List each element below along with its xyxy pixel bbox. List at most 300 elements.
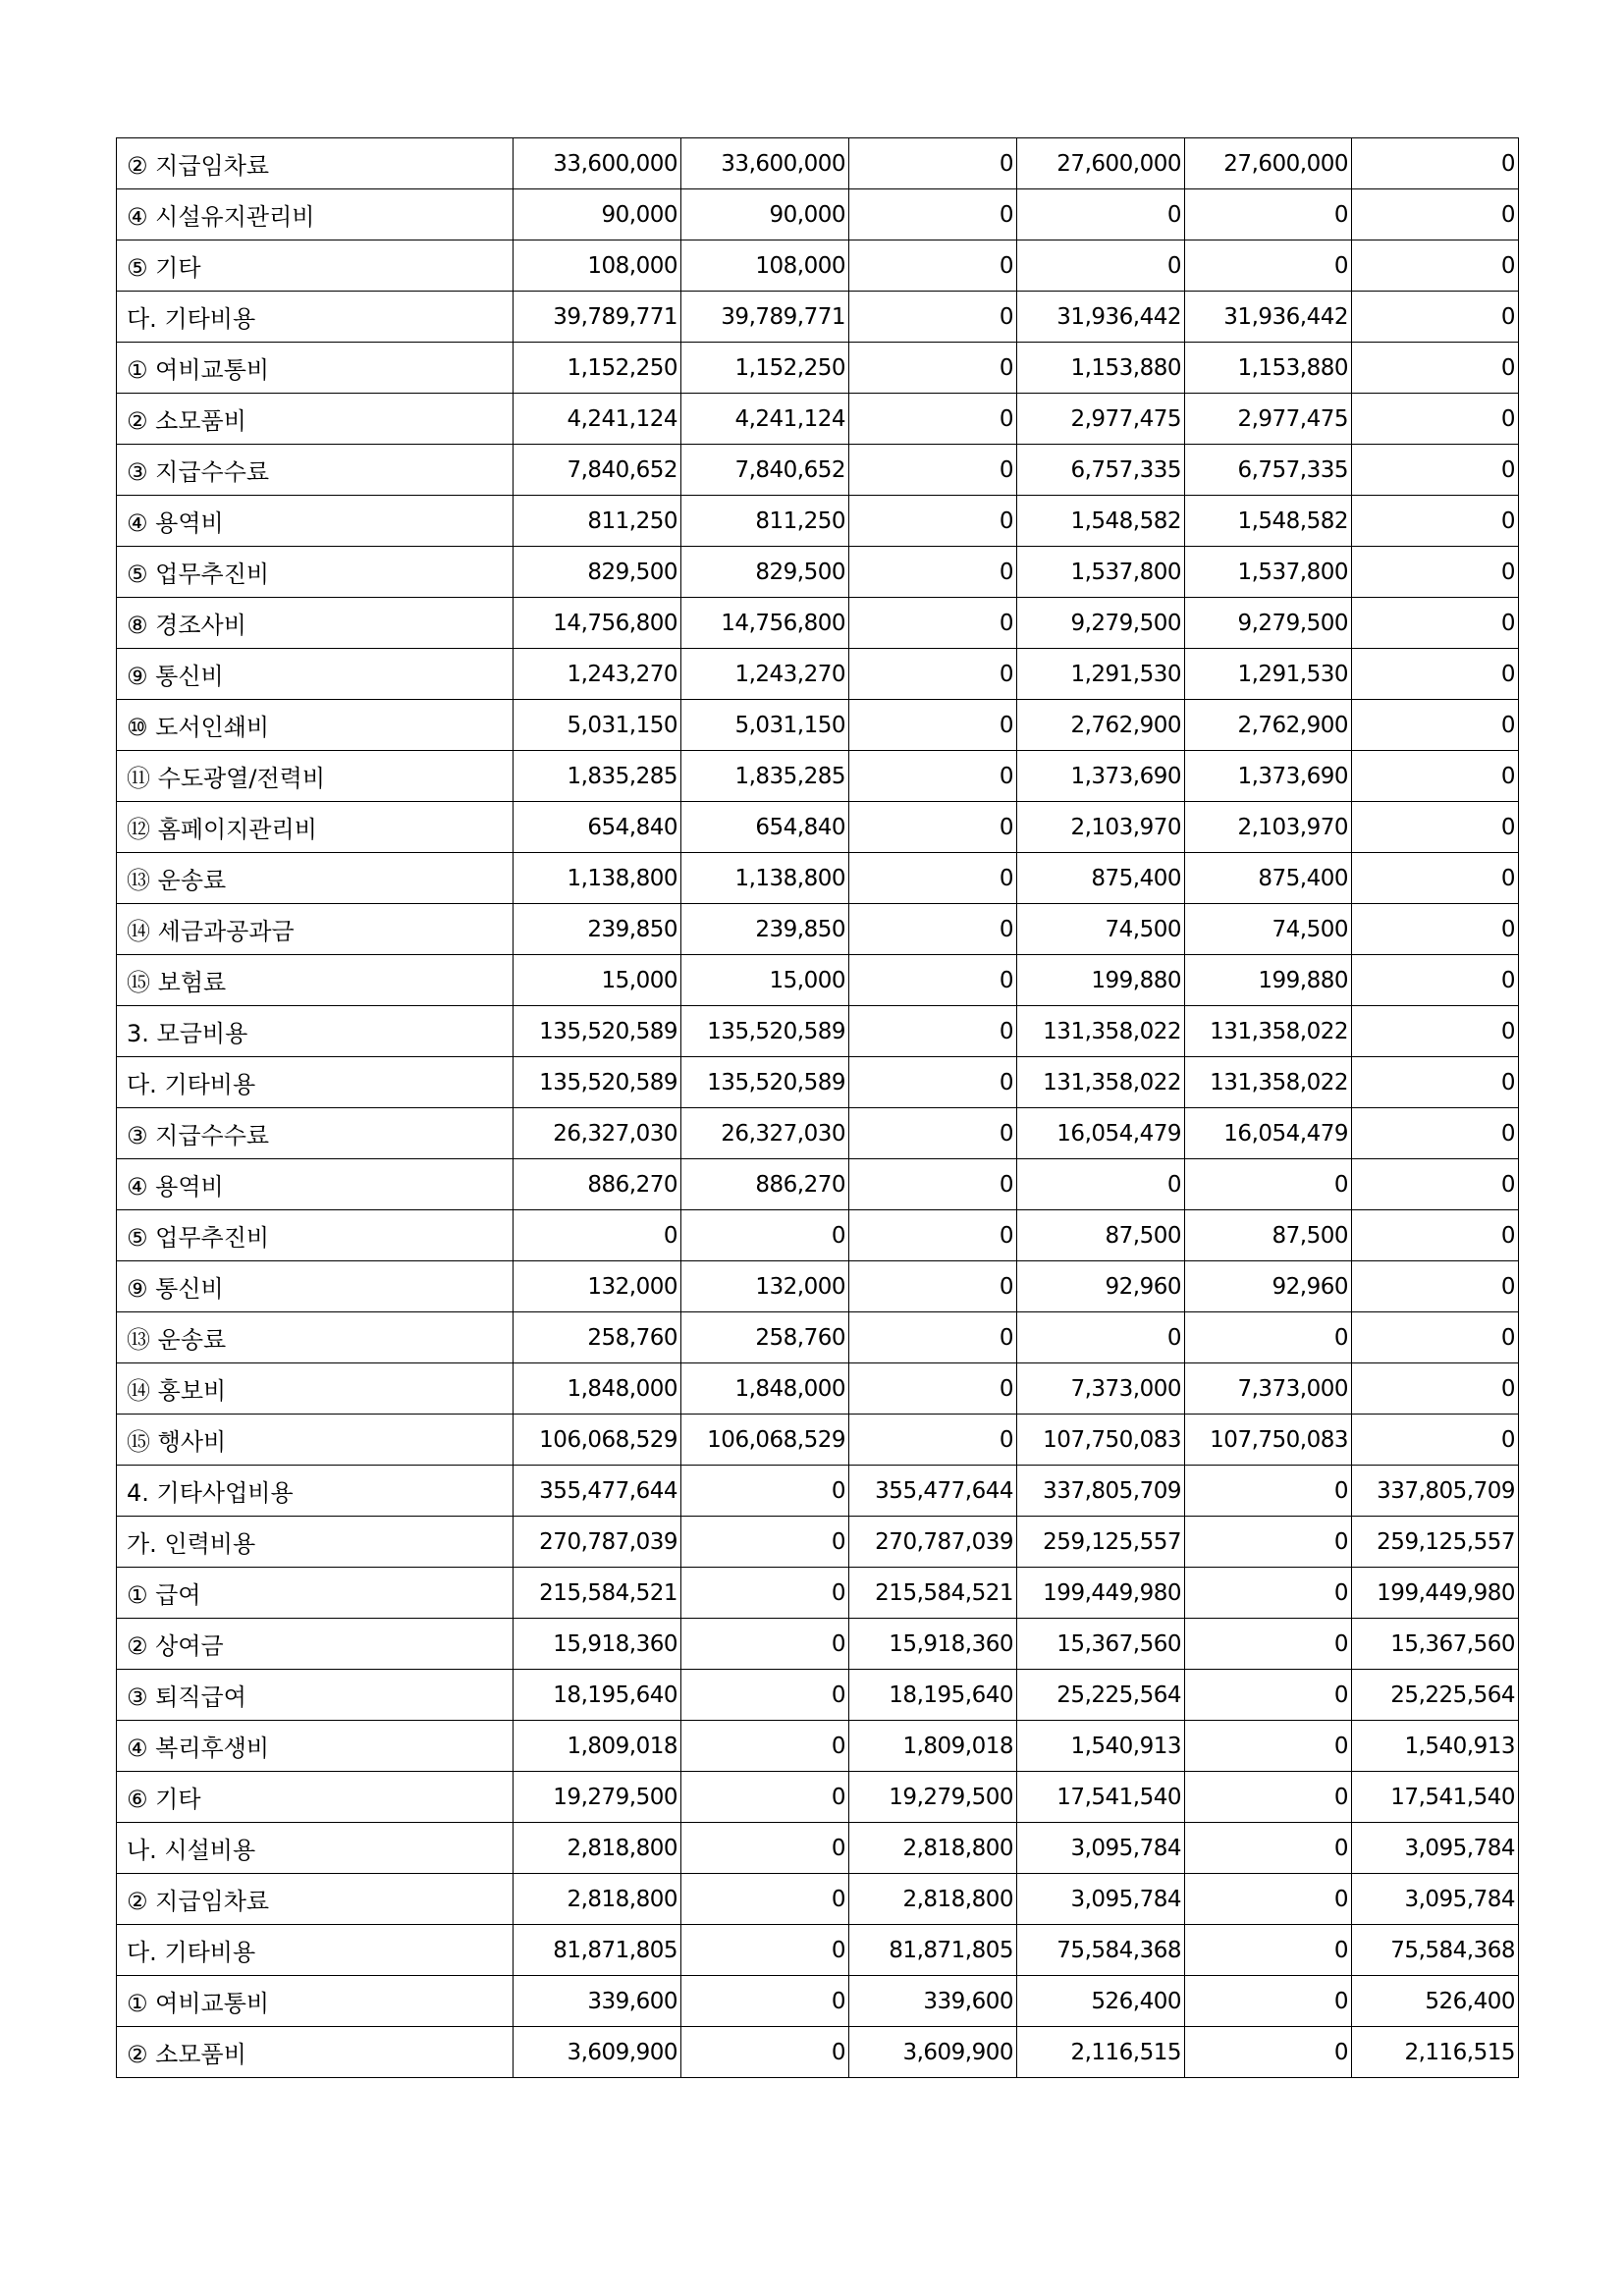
table-row <box>117 1874 1519 1925</box>
amount-cell: 25,225,564 <box>1352 1670 1519 1721</box>
amount-cell: 0 <box>1017 1159 1185 1210</box>
amount-cell: 337,805,709 <box>1352 1466 1519 1517</box>
amount-cell: 92,960 <box>1185 1261 1352 1312</box>
row-label-cell: ④ 복리후생비 <box>117 1721 514 1772</box>
amount-cell: 199,449,980 <box>1017 1568 1185 1619</box>
amount-cell: 1,138,800 <box>681 853 849 904</box>
table-row <box>117 1772 1519 1823</box>
amount-cell: 1,537,800 <box>1185 547 1352 598</box>
table-row <box>117 1057 1519 1108</box>
amount-cell: 1,373,690 <box>1185 751 1352 802</box>
amount-cell: 18,195,640 <box>849 1670 1017 1721</box>
amount-cell: 1,291,530 <box>1017 649 1185 700</box>
amount-cell: 0 <box>1352 751 1519 802</box>
amount-cell: 3,095,784 <box>1352 1823 1519 1874</box>
amount-cell: 1,152,250 <box>681 343 849 394</box>
table-row <box>117 1517 1519 1568</box>
amount-cell: 0 <box>849 802 1017 853</box>
amount-cell: 135,520,589 <box>514 1006 681 1057</box>
amount-cell: 2,103,970 <box>1185 802 1352 853</box>
amount-cell: 339,600 <box>849 1976 1017 2027</box>
amount-cell: 135,520,589 <box>681 1006 849 1057</box>
table-row <box>117 1159 1519 1210</box>
amount-cell: 1,848,000 <box>681 1363 849 1415</box>
row-label-cell: ④ 용역비 <box>117 1159 514 1210</box>
amount-cell: 199,449,980 <box>1352 1568 1519 1619</box>
amount-cell: 15,000 <box>514 955 681 1006</box>
amount-cell: 526,400 <box>1017 1976 1185 2027</box>
amount-cell: 259,125,557 <box>1352 1517 1519 1568</box>
amount-cell: 74,500 <box>1017 904 1185 955</box>
amount-cell: 0 <box>849 138 1017 189</box>
amount-cell: 0 <box>1352 1415 1519 1466</box>
amount-cell: 1,835,285 <box>681 751 849 802</box>
amount-cell: 1,291,530 <box>1185 649 1352 700</box>
row-label-cell: ② 소모품비 <box>117 394 514 445</box>
amount-cell: 7,840,652 <box>514 445 681 496</box>
amount-cell: 0 <box>849 1363 1017 1415</box>
amount-cell: 829,500 <box>514 547 681 598</box>
amount-cell: 355,477,644 <box>849 1466 1017 1517</box>
table-row <box>117 138 1519 189</box>
amount-cell: 0 <box>681 1210 849 1261</box>
amount-cell: 74,500 <box>1185 904 1352 955</box>
amount-cell: 1,537,800 <box>1017 547 1185 598</box>
amount-cell: 1,835,285 <box>514 751 681 802</box>
row-label-cell: 4. 기타사업비용 <box>117 1466 514 1517</box>
amount-cell: 81,871,805 <box>849 1925 1017 1976</box>
amount-cell: 1,809,018 <box>849 1721 1017 1772</box>
amount-cell: 0 <box>1352 394 1519 445</box>
amount-cell: 0 <box>1352 1006 1519 1057</box>
amount-cell: 87,500 <box>1017 1210 1185 1261</box>
amount-cell: 0 <box>849 700 1017 751</box>
amount-cell: 0 <box>849 343 1017 394</box>
amount-cell: 1,373,690 <box>1017 751 1185 802</box>
amount-cell: 0 <box>849 547 1017 598</box>
amount-cell: 132,000 <box>514 1261 681 1312</box>
amount-cell: 6,757,335 <box>1017 445 1185 496</box>
amount-cell: 0 <box>681 1466 849 1517</box>
amount-cell: 0 <box>1352 649 1519 700</box>
amount-cell: 25,225,564 <box>1017 1670 1185 1721</box>
amount-cell: 0 <box>1352 343 1519 394</box>
amount-cell: 6,757,335 <box>1185 445 1352 496</box>
table-row <box>117 496 1519 547</box>
amount-cell: 16,054,479 <box>1017 1108 1185 1159</box>
amount-cell: 0 <box>1352 189 1519 240</box>
table-row <box>117 802 1519 853</box>
table-row <box>117 343 1519 394</box>
amount-cell: 87,500 <box>1185 1210 1352 1261</box>
amount-cell: 14,756,800 <box>514 598 681 649</box>
amount-cell: 355,477,644 <box>514 1466 681 1517</box>
amount-cell: 654,840 <box>514 802 681 853</box>
amount-cell: 270,787,039 <box>849 1517 1017 1568</box>
amount-cell: 19,279,500 <box>849 1772 1017 1823</box>
row-label-cell: ③ 퇴직급여 <box>117 1670 514 1721</box>
amount-cell: 215,584,521 <box>849 1568 1017 1619</box>
amount-cell: 0 <box>1352 802 1519 853</box>
table-row <box>117 1568 1519 1619</box>
amount-cell: 0 <box>849 189 1017 240</box>
amount-cell: 26,327,030 <box>514 1108 681 1159</box>
row-label-cell: ③ 지급수수료 <box>117 445 514 496</box>
amount-cell: 0 <box>1017 1312 1185 1363</box>
row-label-cell: ⑨ 통신비 <box>117 649 514 700</box>
table-row <box>117 547 1519 598</box>
amount-cell: 0 <box>1352 1159 1519 1210</box>
row-label-cell: ⑮ 행사비 <box>117 1415 514 1466</box>
amount-cell: 0 <box>1352 496 1519 547</box>
amount-cell: 132,000 <box>681 1261 849 1312</box>
amount-cell: 92,960 <box>1017 1261 1185 1312</box>
amount-cell: 7,373,000 <box>1017 1363 1185 1415</box>
amount-cell: 0 <box>681 2027 849 2078</box>
row-label-cell: ① 여비교통비 <box>117 1976 514 2027</box>
amount-cell: 2,762,900 <box>1185 700 1352 751</box>
row-label-cell: 가. 인력비용 <box>117 1517 514 1568</box>
amount-cell: 31,936,442 <box>1185 292 1352 343</box>
amount-cell: 0 <box>1352 240 1519 292</box>
amount-cell: 1,243,270 <box>681 649 849 700</box>
amount-cell: 0 <box>1352 955 1519 1006</box>
amount-cell: 0 <box>1185 1466 1352 1517</box>
amount-cell: 4,241,124 <box>514 394 681 445</box>
row-label-cell: ⑬ 운송료 <box>117 853 514 904</box>
amount-cell: 1,540,913 <box>1017 1721 1185 1772</box>
amount-cell: 0 <box>849 1261 1017 1312</box>
table-row <box>117 1466 1519 1517</box>
amount-cell: 0 <box>1352 1108 1519 1159</box>
amount-cell: 0 <box>849 1006 1017 1057</box>
table-row <box>117 1925 1519 1976</box>
row-label-cell: ② 소모품비 <box>117 2027 514 2078</box>
table-row <box>117 1210 1519 1261</box>
table-row <box>117 751 1519 802</box>
amount-cell: 2,103,970 <box>1017 802 1185 853</box>
amount-cell: 0 <box>1185 1159 1352 1210</box>
amount-cell: 3,609,900 <box>849 2027 1017 2078</box>
amount-cell: 0 <box>1352 292 1519 343</box>
amount-cell: 39,789,771 <box>514 292 681 343</box>
amount-cell: 0 <box>1185 1517 1352 1568</box>
amount-cell: 107,750,083 <box>1017 1415 1185 1466</box>
amount-cell: 258,760 <box>514 1312 681 1363</box>
amount-cell: 1,848,000 <box>514 1363 681 1415</box>
amount-cell: 1,548,582 <box>1017 496 1185 547</box>
table-row <box>117 1108 1519 1159</box>
row-label-cell: ② 지급임차료 <box>117 1874 514 1925</box>
row-label-cell: 다. 기타비용 <box>117 1925 514 1976</box>
amount-cell: 15,918,360 <box>514 1619 681 1670</box>
row-label-cell: ⑬ 운송료 <box>117 1312 514 1363</box>
amount-cell: 0 <box>849 904 1017 955</box>
row-label-cell: 다. 기타비용 <box>117 292 514 343</box>
amount-cell: 17,541,540 <box>1352 1772 1519 1823</box>
amount-cell: 259,125,557 <box>1017 1517 1185 1568</box>
amount-cell: 0 <box>1185 1925 1352 1976</box>
row-label-cell: ⑪ 수도광열/전력비 <box>117 751 514 802</box>
row-label-cell: ⑧ 경조사비 <box>117 598 514 649</box>
row-label-cell: ③ 지급수수료 <box>117 1108 514 1159</box>
amount-cell: 33,600,000 <box>681 138 849 189</box>
amount-cell: 0 <box>849 1108 1017 1159</box>
amount-cell: 2,818,800 <box>514 1823 681 1874</box>
amount-cell: 0 <box>681 1823 849 1874</box>
amount-cell: 0 <box>1185 1874 1352 1925</box>
table-row <box>117 1721 1519 1772</box>
amount-cell: 0 <box>681 1517 849 1568</box>
table-row <box>117 1261 1519 1312</box>
amount-cell: 0 <box>849 496 1017 547</box>
amount-cell: 131,358,022 <box>1185 1006 1352 1057</box>
amount-cell: 131,358,022 <box>1017 1057 1185 1108</box>
row-label-cell: ⑫ 홈페이지관리비 <box>117 802 514 853</box>
amount-cell: 0 <box>849 394 1017 445</box>
amount-cell: 0 <box>1185 1721 1352 1772</box>
amount-cell: 0 <box>1352 1261 1519 1312</box>
amount-cell: 0 <box>849 240 1017 292</box>
amount-cell: 16,054,479 <box>1185 1108 1352 1159</box>
amount-cell: 15,000 <box>681 955 849 1006</box>
amount-cell: 9,279,500 <box>1017 598 1185 649</box>
table-row <box>117 1823 1519 1874</box>
amount-cell: 1,548,582 <box>1185 496 1352 547</box>
amount-cell: 9,279,500 <box>1185 598 1352 649</box>
row-label-cell: ① 급여 <box>117 1568 514 1619</box>
amount-cell: 0 <box>1352 904 1519 955</box>
row-label-cell: ② 상여금 <box>117 1619 514 1670</box>
amount-cell: 75,584,368 <box>1352 1925 1519 1976</box>
amount-cell: 0 <box>1185 1823 1352 1874</box>
amount-cell: 875,400 <box>1185 853 1352 904</box>
row-label-cell: ④ 시설유지관리비 <box>117 189 514 240</box>
amount-cell: 0 <box>849 955 1017 1006</box>
amount-cell: 0 <box>681 1670 849 1721</box>
amount-cell: 131,358,022 <box>1185 1057 1352 1108</box>
amount-cell: 0 <box>681 1772 849 1823</box>
row-label-cell: ⑥ 기타 <box>117 1772 514 1823</box>
amount-cell: 27,600,000 <box>1017 138 1185 189</box>
row-label-cell: ⑤ 업무추진비 <box>117 1210 514 1261</box>
amount-cell: 0 <box>681 1619 849 1670</box>
amount-cell: 15,918,360 <box>849 1619 1017 1670</box>
amount-cell: 31,936,442 <box>1017 292 1185 343</box>
amount-cell: 0 <box>1017 189 1185 240</box>
amount-cell: 0 <box>1352 853 1519 904</box>
table-row <box>117 445 1519 496</box>
amount-cell: 0 <box>681 1976 849 2027</box>
row-label-cell: ① 여비교통비 <box>117 343 514 394</box>
amount-cell: 0 <box>514 1210 681 1261</box>
table-row <box>117 394 1519 445</box>
amount-cell: 17,541,540 <box>1017 1772 1185 1823</box>
amount-cell: 0 <box>1352 1210 1519 1261</box>
table-row <box>117 955 1519 1006</box>
amount-cell: 1,243,270 <box>514 649 681 700</box>
amount-cell: 2,818,800 <box>849 1874 1017 1925</box>
amount-cell: 2,977,475 <box>1185 394 1352 445</box>
amount-cell: 270,787,039 <box>514 1517 681 1568</box>
amount-cell: 886,270 <box>681 1159 849 1210</box>
amount-cell: 215,584,521 <box>514 1568 681 1619</box>
amount-cell: 1,152,250 <box>514 343 681 394</box>
amount-cell: 5,031,150 <box>514 700 681 751</box>
amount-cell: 0 <box>1185 1670 1352 1721</box>
amount-cell: 106,068,529 <box>514 1415 681 1466</box>
amount-cell: 19,279,500 <box>514 1772 681 1823</box>
table-body <box>117 138 1519 2078</box>
amount-cell: 0 <box>1185 1312 1352 1363</box>
amount-cell: 0 <box>1352 138 1519 189</box>
table-row <box>117 598 1519 649</box>
amount-cell: 0 <box>1185 1772 1352 1823</box>
amount-cell: 0 <box>849 445 1017 496</box>
amount-cell: 131,358,022 <box>1017 1006 1185 1057</box>
amount-cell: 0 <box>1352 445 1519 496</box>
amount-cell: 26,327,030 <box>681 1108 849 1159</box>
amount-cell: 0 <box>849 649 1017 700</box>
table-row <box>117 240 1519 292</box>
amount-cell: 1,138,800 <box>514 853 681 904</box>
table-row <box>117 700 1519 751</box>
amount-cell: 0 <box>681 1721 849 1772</box>
amount-cell: 339,600 <box>514 1976 681 2027</box>
amount-cell: 811,250 <box>681 496 849 547</box>
amount-cell: 0 <box>849 1415 1017 1466</box>
amount-cell: 106,068,529 <box>681 1415 849 1466</box>
amount-cell: 0 <box>849 1312 1017 1363</box>
amount-cell: 654,840 <box>681 802 849 853</box>
amount-cell: 1,153,880 <box>1017 343 1185 394</box>
amount-cell: 2,762,900 <box>1017 700 1185 751</box>
table-row <box>117 1670 1519 1721</box>
amount-cell: 2,977,475 <box>1017 394 1185 445</box>
amount-cell: 239,850 <box>514 904 681 955</box>
amount-cell: 2,116,515 <box>1352 2027 1519 2078</box>
row-label-cell: 나. 시설비용 <box>117 1823 514 1874</box>
amount-cell: 3,095,784 <box>1352 1874 1519 1925</box>
row-label-cell: ② 지급임차료 <box>117 138 514 189</box>
table-row <box>117 2027 1519 2078</box>
table-row <box>117 1415 1519 1466</box>
row-label-cell: 3. 모금비용 <box>117 1006 514 1057</box>
amount-cell: 0 <box>1185 189 1352 240</box>
amount-cell: 0 <box>1017 240 1185 292</box>
table-row <box>117 1363 1519 1415</box>
amount-cell: 337,805,709 <box>1017 1466 1185 1517</box>
amount-cell: 7,373,000 <box>1185 1363 1352 1415</box>
amount-cell: 0 <box>1352 1363 1519 1415</box>
amount-cell: 258,760 <box>681 1312 849 1363</box>
amount-cell: 0 <box>849 853 1017 904</box>
expense-table <box>116 137 1519 2078</box>
amount-cell: 1,153,880 <box>1185 343 1352 394</box>
amount-cell: 2,818,800 <box>849 1823 1017 1874</box>
table-row <box>117 904 1519 955</box>
amount-cell: 526,400 <box>1352 1976 1519 2027</box>
row-label-cell: ⑨ 통신비 <box>117 1261 514 1312</box>
amount-cell: 0 <box>681 1874 849 1925</box>
table-row <box>117 1619 1519 1670</box>
amount-cell: 4,241,124 <box>681 394 849 445</box>
amount-cell: 15,367,560 <box>1017 1619 1185 1670</box>
amount-cell: 2,818,800 <box>514 1874 681 1925</box>
amount-cell: 0 <box>849 1159 1017 1210</box>
amount-cell: 107,750,083 <box>1185 1415 1352 1466</box>
amount-cell: 135,520,589 <box>681 1057 849 1108</box>
table-row <box>117 1976 1519 2027</box>
amount-cell: 0 <box>681 1925 849 1976</box>
amount-cell: 829,500 <box>681 547 849 598</box>
amount-cell: 0 <box>1352 1312 1519 1363</box>
amount-cell: 108,000 <box>681 240 849 292</box>
amount-cell: 0 <box>849 1210 1017 1261</box>
amount-cell: 75,584,368 <box>1017 1925 1185 1976</box>
table-row <box>117 292 1519 343</box>
amount-cell: 199,880 <box>1185 955 1352 1006</box>
amount-cell: 886,270 <box>514 1159 681 1210</box>
amount-cell: 0 <box>1352 598 1519 649</box>
amount-cell: 875,400 <box>1017 853 1185 904</box>
table-row <box>117 649 1519 700</box>
amount-cell: 5,031,150 <box>681 700 849 751</box>
amount-cell: 3,609,900 <box>514 2027 681 2078</box>
amount-cell: 199,880 <box>1017 955 1185 1006</box>
amount-cell: 0 <box>1185 1619 1352 1670</box>
amount-cell: 33,600,000 <box>514 138 681 189</box>
amount-cell: 90,000 <box>681 189 849 240</box>
amount-cell: 0 <box>1185 240 1352 292</box>
row-label-cell: ⑤ 기타 <box>117 240 514 292</box>
amount-cell: 0 <box>849 751 1017 802</box>
amount-cell: 27,600,000 <box>1185 138 1352 189</box>
amount-cell: 239,850 <box>681 904 849 955</box>
amount-cell: 0 <box>1185 1568 1352 1619</box>
amount-cell: 18,195,640 <box>514 1670 681 1721</box>
amount-cell: 3,095,784 <box>1017 1823 1185 1874</box>
amount-cell: 811,250 <box>514 496 681 547</box>
amount-cell: 90,000 <box>514 189 681 240</box>
amount-cell: 2,116,515 <box>1017 2027 1185 2078</box>
amount-cell: 81,871,805 <box>514 1925 681 1976</box>
amount-cell: 1,540,913 <box>1352 1721 1519 1772</box>
amount-cell: 0 <box>849 1057 1017 1108</box>
amount-cell: 0 <box>1185 1976 1352 2027</box>
row-label-cell: ⑮ 보험료 <box>117 955 514 1006</box>
table-row <box>117 853 1519 904</box>
amount-cell: 0 <box>681 1568 849 1619</box>
row-label-cell: ④ 용역비 <box>117 496 514 547</box>
table-row <box>117 1312 1519 1363</box>
row-label-cell: ⑩ 도서인쇄비 <box>117 700 514 751</box>
row-label-cell: ⑤ 업무추진비 <box>117 547 514 598</box>
row-label-cell: ⑭ 홍보비 <box>117 1363 514 1415</box>
amount-cell: 7,840,652 <box>681 445 849 496</box>
amount-cell: 0 <box>1352 700 1519 751</box>
amount-cell: 0 <box>849 598 1017 649</box>
amount-cell: 108,000 <box>514 240 681 292</box>
row-label-cell: ⑭ 세금과공과금 <box>117 904 514 955</box>
row-label-cell: 다. 기타비용 <box>117 1057 514 1108</box>
amount-cell: 0 <box>1185 2027 1352 2078</box>
amount-cell: 39,789,771 <box>681 292 849 343</box>
table-row <box>117 1006 1519 1057</box>
amount-cell: 3,095,784 <box>1017 1874 1185 1925</box>
amount-cell: 1,809,018 <box>514 1721 681 1772</box>
amount-cell: 0 <box>849 292 1017 343</box>
